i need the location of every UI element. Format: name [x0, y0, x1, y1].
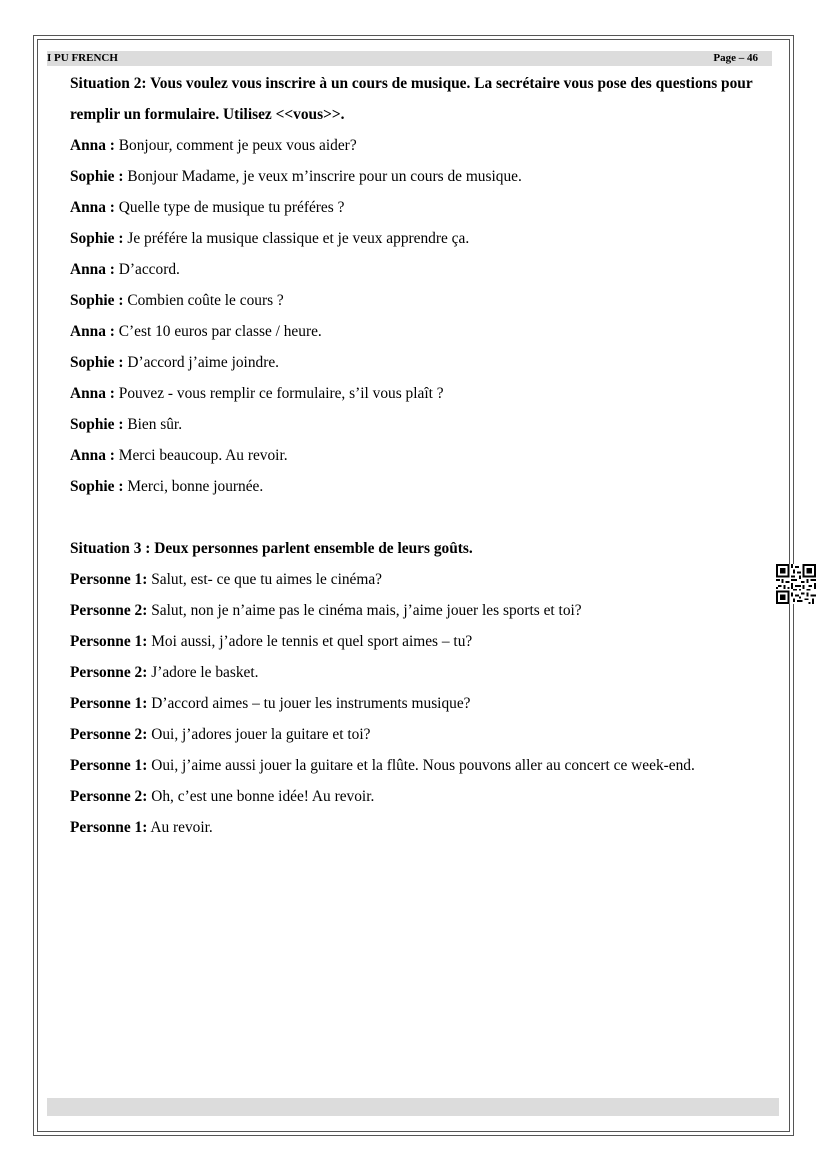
dialogue-line	[70, 440, 770, 471]
dialogue-line	[70, 223, 770, 254]
dialogue-text: Salut, est- ce que tu aimes le cinéma?	[151, 571, 383, 588]
dialogue-line	[70, 192, 770, 223]
dialogue-text: Je préfére la musique classique et je veux apprendre ça.	[127, 230, 470, 247]
dialogue-text: Au revoir.	[150, 819, 213, 836]
dialogue-line	[70, 657, 770, 688]
speaker-name: Personne 1:	[70, 695, 148, 712]
dialogue-text: J’adore le basket.	[151, 664, 259, 681]
dialogue-line	[70, 688, 770, 719]
speaker-name: Sophie :	[70, 416, 124, 433]
dialogue-line	[70, 564, 770, 595]
dialogue-text: Oui, j’aime aussi jouer la guitare et la flûte. Nous pouvons aller au concert ce week-end.	[151, 757, 695, 774]
speaker-name: Sophie :	[70, 230, 124, 247]
dialogue-text: Combien coûte le cours ?	[127, 292, 284, 309]
dialogue-line	[70, 595, 770, 626]
dialogue-text: Quelle type de musique tu préféres ?	[118, 199, 345, 216]
dialogue-line	[70, 254, 770, 285]
section-spacer	[70, 502, 770, 533]
page-header	[47, 51, 772, 66]
speaker-name: Personne 1:	[70, 757, 148, 774]
dialogue-line	[70, 161, 770, 192]
dialogue-text: Moi aussi, j’adore le tennis et quel sport aimes – tu?	[151, 633, 473, 650]
dialogue-line	[70, 285, 770, 316]
speaker-name: Anna :	[70, 199, 115, 216]
dialogue-line	[70, 409, 770, 440]
dialogue-line	[70, 626, 770, 657]
dialogue-text: Bonjour Madame, je veux m’inscrire pour un cours de musique.	[127, 168, 522, 185]
speaker-name: Anna :	[70, 261, 115, 278]
dialogue-line	[70, 130, 770, 161]
dialogue-text: Bien sûr.	[127, 416, 183, 433]
dialogue-text: Merci beaucoup. Au revoir.	[118, 447, 288, 464]
dialogue-line	[70, 781, 770, 812]
dialogue-text: Salut, non je n’aime pas le cinéma mais, j’aime jouer les sports et toi?	[151, 602, 582, 619]
situation-2-heading: Situation 2: Vous voulez vous inscrire à un cours de musique. La secrétaire vous pose des questions pour remplir un formulaire. Utilisez <<vous>>.	[70, 75, 753, 123]
speaker-name: Anna :	[70, 137, 115, 154]
speaker-name: Personne 1:	[70, 633, 148, 650]
speaker-name: Personne 2:	[70, 602, 148, 619]
dialogue-text: D’accord j’aime joindre.	[127, 354, 280, 371]
dialogue-line	[70, 471, 770, 502]
dialogue-text: Merci, bonne journée.	[127, 478, 264, 495]
dialogue-text: D’accord aimes – tu jouer les instruments musique?	[151, 695, 471, 712]
dialogue-line	[70, 719, 770, 750]
qr-code-icon	[776, 564, 816, 604]
speaker-name: Sophie :	[70, 478, 124, 495]
page-number: Page – 46	[713, 52, 758, 64]
dialogue-text: Oui, j’adores jouer la guitare et toi?	[151, 726, 371, 743]
page-footer	[47, 1098, 779, 1116]
situation-3-heading: Situation 3 : Deux personnes parlent ensemble de leurs goûts.	[70, 540, 473, 557]
speaker-name: Personne 1:	[70, 571, 148, 588]
speaker-name: Anna :	[70, 323, 115, 340]
speaker-name: Personne 1:	[70, 819, 148, 836]
speaker-name: Sophie :	[70, 292, 124, 309]
speaker-name: Anna :	[70, 385, 115, 402]
dialogue-line	[70, 316, 770, 347]
speaker-name: Sophie :	[70, 354, 124, 371]
speaker-name: Anna :	[70, 447, 115, 464]
speaker-name: Personne 2:	[70, 788, 148, 805]
dialogue-line	[70, 750, 770, 781]
dialogue-line	[70, 812, 770, 843]
speaker-name: Personne 2:	[70, 726, 148, 743]
dialogue-line	[70, 378, 770, 409]
speaker-name: Personne 2:	[70, 664, 148, 681]
dialogue-text: C’est 10 euros par classe / heure.	[118, 323, 322, 340]
document-body	[70, 68, 770, 843]
dialogue-text: Bonjour, comment je peux vous aider?	[118, 137, 357, 154]
speaker-name: Sophie :	[70, 168, 124, 185]
dialogue-text: Pouvez - vous remplir ce formulaire, s’il vous plaît ?	[118, 385, 444, 402]
dialogue-text: Oh, c’est une bonne idée! Au revoir.	[151, 788, 375, 805]
dialogue-line	[70, 347, 770, 378]
dialogue-text: D’accord.	[118, 261, 180, 278]
course-title: I PU FRENCH	[47, 52, 118, 64]
